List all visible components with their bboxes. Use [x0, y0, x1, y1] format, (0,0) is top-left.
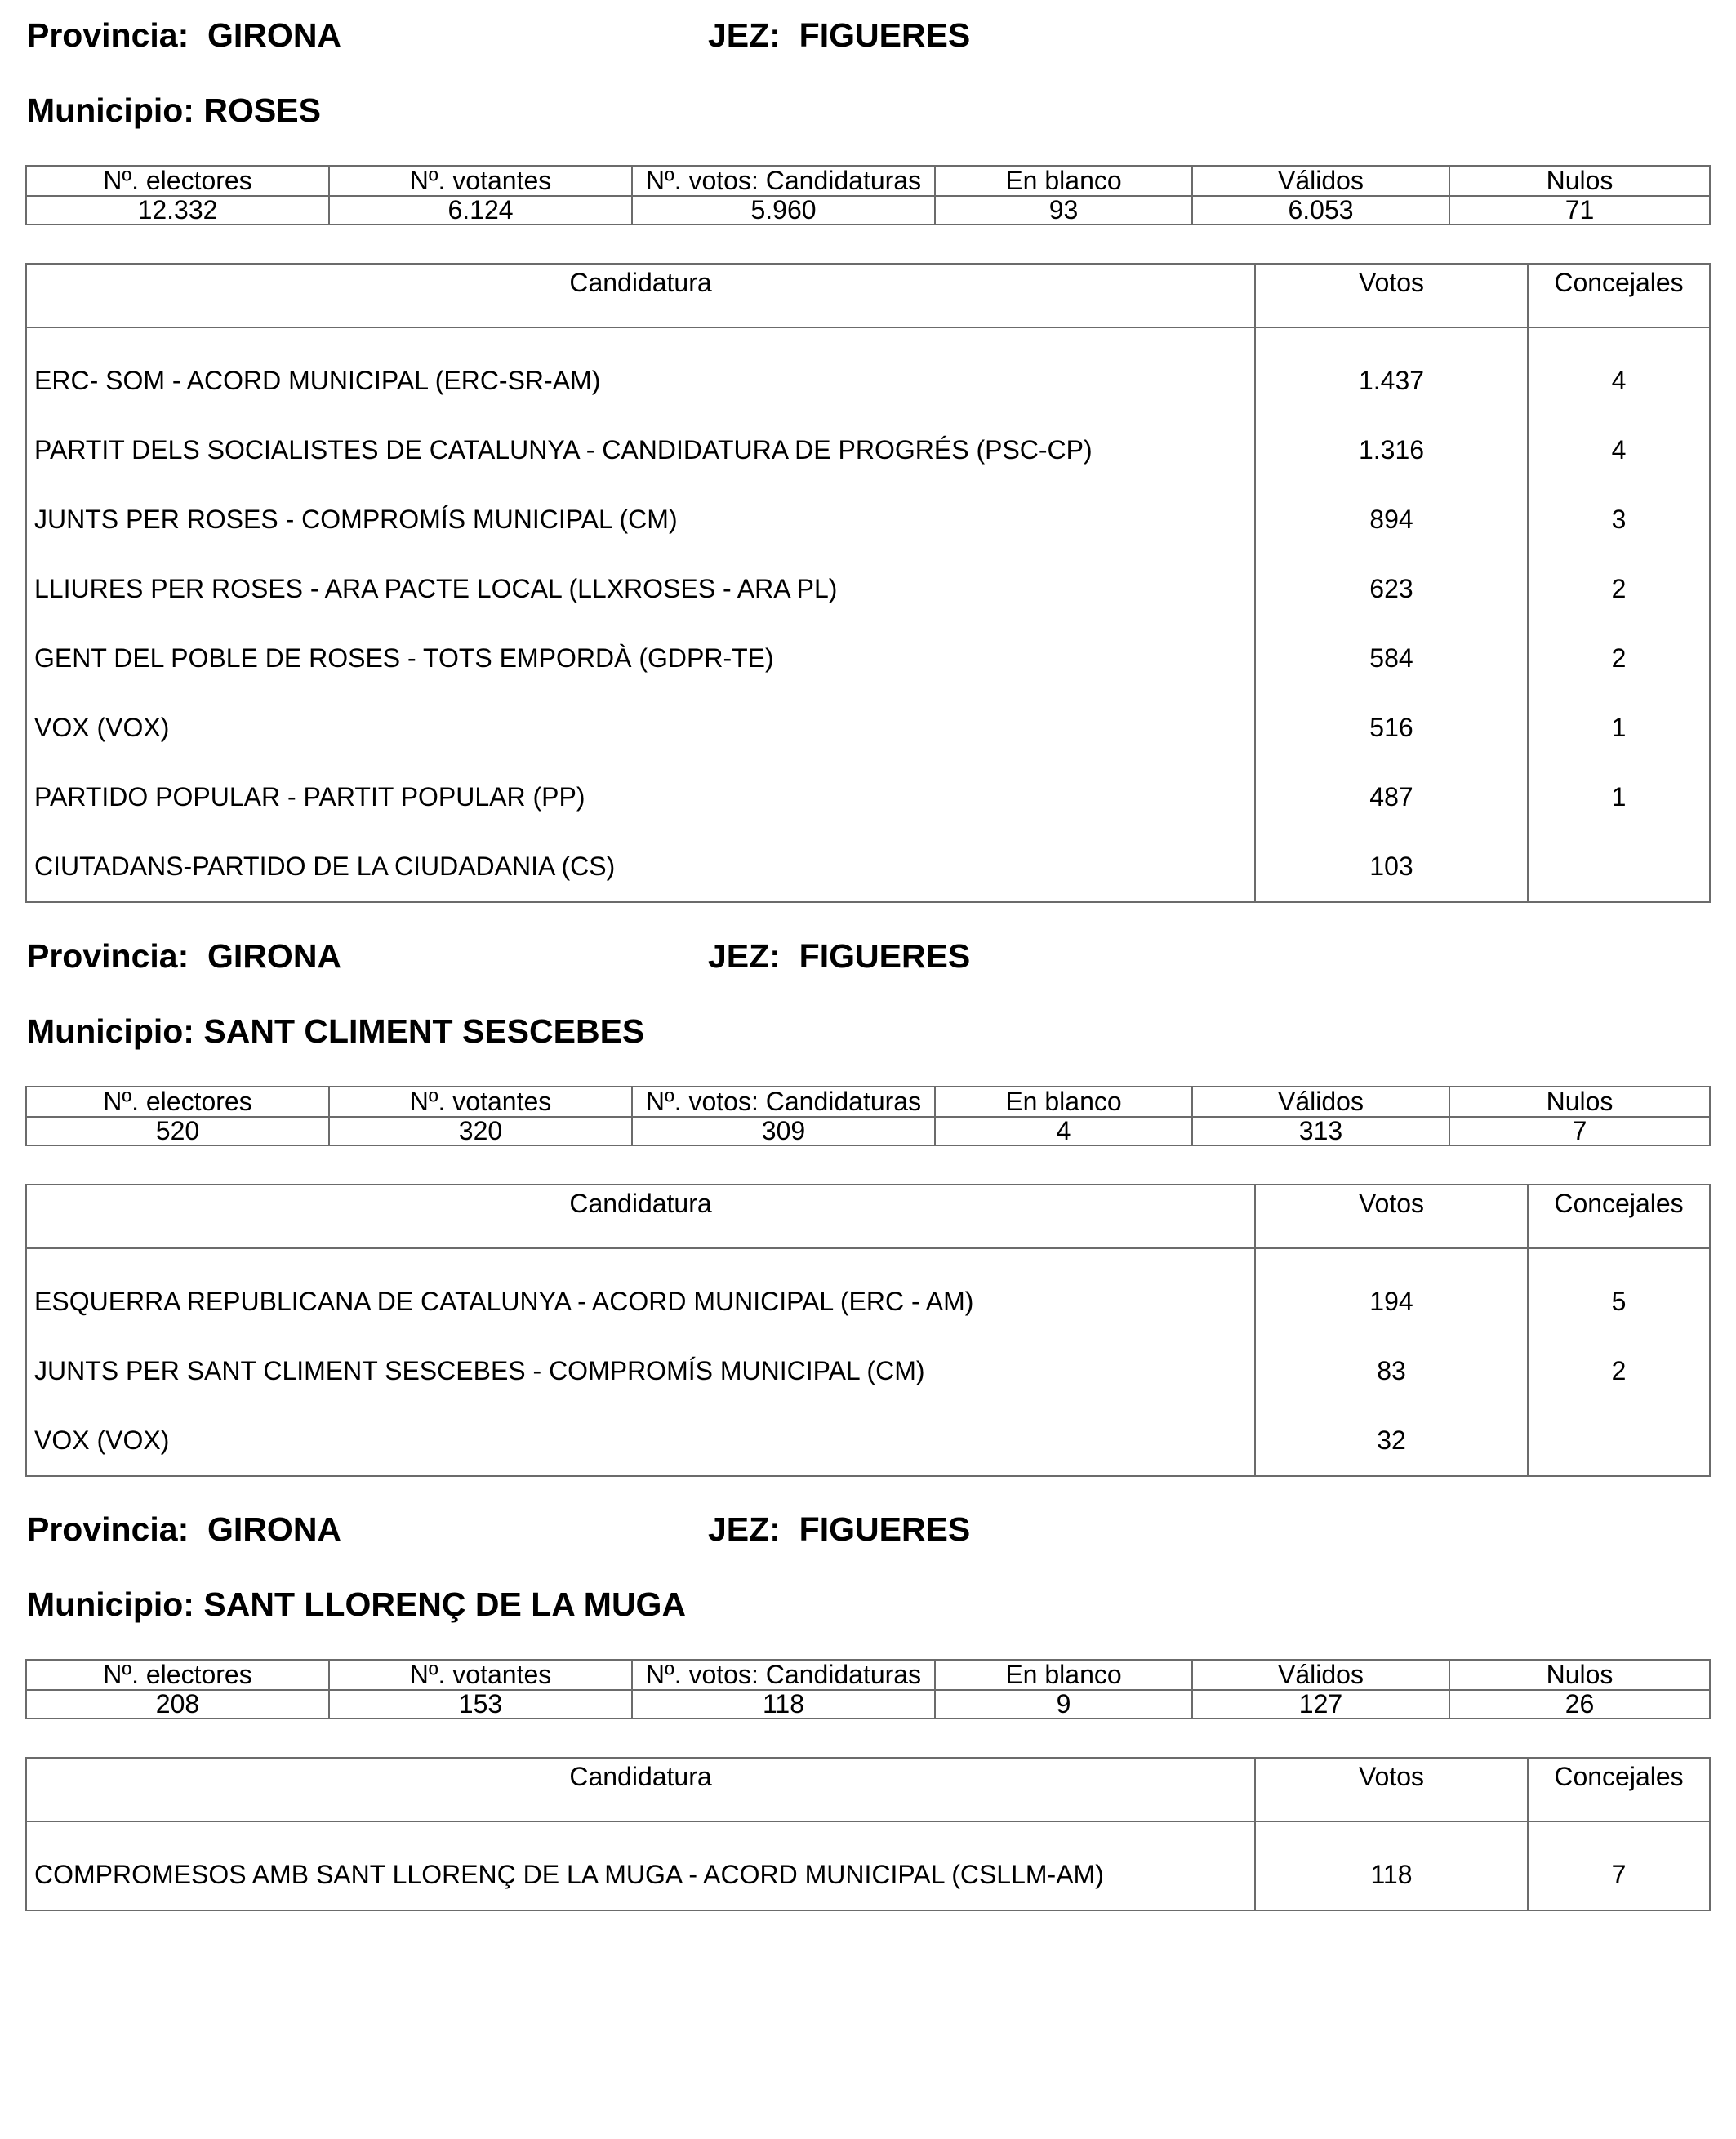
candidates-header-row — [26, 1185, 1710, 1248]
header-votos-candidaturas: Nº. votos: Candidaturas — [632, 1087, 935, 1117]
value-validos: 313 — [1192, 1117, 1449, 1145]
header-concejales: Concejales — [1528, 1185, 1710, 1248]
provincia-value: GIRONA — [207, 16, 342, 54]
candidates-table — [25, 1757, 1711, 1911]
spacer-row — [26, 1248, 1710, 1267]
header-votos-candidaturas: Nº. votos: Candidaturas — [632, 166, 935, 196]
header-electores: Nº. electores — [26, 1660, 329, 1690]
provincia-label: Provincia: — [27, 1510, 189, 1548]
header-electores: Nº. electores — [26, 1087, 329, 1117]
candidate-seats: 1 — [1528, 763, 1710, 832]
header-en-blanco: En blanco — [935, 1087, 1192, 1117]
header-validos: Válidos — [1192, 1087, 1449, 1117]
candidate-seats: 2 — [1528, 1336, 1710, 1406]
candidate-seats: 7 — [1528, 1840, 1710, 1910]
spacer-row — [26, 327, 1710, 346]
value-votantes: 320 — [329, 1117, 632, 1145]
location-header — [25, 921, 1709, 998]
candidates-header-row — [26, 264, 1710, 327]
location-header — [25, 1494, 1709, 1571]
header-votantes: Nº. votantes — [329, 1660, 632, 1690]
summary-header-row — [26, 1087, 1710, 1117]
header-nulos: Nulos — [1449, 166, 1710, 196]
municipality-block-sant-climent-sescebes — [25, 921, 1709, 1477]
location-header — [25, 0, 1709, 77]
candidate-votes: 103 — [1255, 832, 1528, 902]
candidate-name: CIUTADANS-PARTIDO DE LA CIUDADANIA (CS) — [26, 832, 1255, 902]
summary-table — [25, 1659, 1711, 1719]
municipio-line — [25, 998, 1709, 1086]
header-candidatura: Candidatura — [26, 264, 1255, 327]
candidate-seats — [1528, 1406, 1710, 1476]
candidate-row — [26, 416, 1710, 485]
value-votos-candidaturas: 5.960 — [632, 196, 935, 225]
provincia-label: Provincia: — [27, 937, 189, 975]
value-nulos: 7 — [1449, 1117, 1710, 1145]
candidates-header-row — [26, 1758, 1710, 1821]
municipio-value: SANT CLIMENT SESCEBES — [203, 1012, 645, 1050]
candidate-row — [26, 485, 1710, 554]
candidate-votes: 1.316 — [1255, 416, 1528, 485]
header-candidatura: Candidatura — [26, 1758, 1255, 1821]
candidate-votes: 487 — [1255, 763, 1528, 832]
header-validos: Válidos — [1192, 1660, 1449, 1690]
header-nulos: Nulos — [1449, 1087, 1710, 1117]
provincia-line — [27, 16, 341, 55]
candidate-name: LLIURES PER ROSES - ARA PACTE LOCAL (LLXROSES - ARA PL) — [26, 554, 1255, 624]
candidate-name: PARTIT DELS SOCIALISTES DE CATALUNYA - CANDIDATURA DE PROGRÉS (PSC-CP) — [26, 416, 1255, 485]
jez-label: JEZ: — [708, 16, 781, 54]
header-votantes: Nº. votantes — [329, 166, 632, 196]
summary-table — [25, 165, 1711, 225]
candidate-seats: 4 — [1528, 346, 1710, 416]
candidate-row — [26, 554, 1710, 624]
value-nulos: 71 — [1449, 196, 1710, 225]
jez-line — [708, 937, 970, 976]
candidate-votes: 194 — [1255, 1267, 1528, 1336]
candidate-name: JUNTS PER SANT CLIMENT SESCEBES - COMPROMÍS MUNICIPAL (CM) — [26, 1336, 1255, 1406]
municipio-line — [25, 1571, 1709, 1659]
candidate-row — [26, 1840, 1710, 1910]
value-validos: 6.053 — [1192, 196, 1449, 225]
value-electores: 12.332 — [26, 196, 329, 225]
header-electores: Nº. electores — [26, 166, 329, 196]
candidate-name: JUNTS PER ROSES - COMPROMÍS MUNICIPAL (CM) — [26, 485, 1255, 554]
summary-header-row — [26, 1660, 1710, 1690]
municipio-label: Municipio: — [27, 91, 194, 129]
value-nulos: 26 — [1449, 1690, 1710, 1719]
candidate-row — [26, 346, 1710, 416]
value-electores: 208 — [26, 1690, 329, 1719]
jez-label: JEZ: — [708, 1510, 781, 1548]
header-votantes: Nº. votantes — [329, 1087, 632, 1117]
candidate-name: ESQUERRA REPUBLICANA DE CATALUNYA - ACORD MUNICIPAL (ERC - AM) — [26, 1267, 1255, 1336]
candidate-name: GENT DEL POBLE DE ROSES - TOTS EMPORDÀ (GDPR-TE) — [26, 624, 1255, 693]
jez-value: FIGUERES — [799, 937, 971, 975]
municipio-label: Municipio: — [27, 1585, 194, 1623]
candidate-row — [26, 1267, 1710, 1336]
provincia-line — [27, 937, 341, 976]
candidate-votes: 32 — [1255, 1406, 1528, 1476]
value-validos: 127 — [1192, 1690, 1449, 1719]
municipio-value: ROSES — [203, 91, 321, 129]
summary-values-row — [26, 196, 1710, 225]
jez-label: JEZ: — [708, 937, 781, 975]
candidate-name: PARTIDO POPULAR - PARTIT POPULAR (PP) — [26, 763, 1255, 832]
header-votos: Votos — [1255, 1758, 1528, 1821]
candidate-row — [26, 1406, 1710, 1476]
candidate-seats: 5 — [1528, 1267, 1710, 1336]
jez-line — [708, 16, 970, 55]
municipio-value: SANT LLORENÇ DE LA MUGA — [203, 1585, 687, 1623]
summary-values-row — [26, 1690, 1710, 1719]
value-votantes: 153 — [329, 1690, 632, 1719]
candidate-seats: 3 — [1528, 485, 1710, 554]
provincia-value: GIRONA — [207, 937, 342, 975]
candidate-seats: 4 — [1528, 416, 1710, 485]
candidate-name: VOX (VOX) — [26, 1406, 1255, 1476]
municipality-block-sant-llorenc-de-la-muga — [25, 1494, 1709, 1911]
provincia-line — [27, 1510, 341, 1549]
candidate-seats: 1 — [1528, 693, 1710, 763]
municipality-block-roses — [25, 0, 1709, 903]
candidates-table — [25, 1184, 1711, 1477]
candidates-table — [25, 263, 1711, 903]
candidate-row — [26, 624, 1710, 693]
value-votos-candidaturas: 118 — [632, 1690, 935, 1719]
jez-line — [708, 1510, 970, 1549]
header-en-blanco: En blanco — [935, 1660, 1192, 1690]
candidate-row — [26, 1336, 1710, 1406]
summary-header-row — [26, 166, 1710, 196]
candidate-name: ERC- SOM - ACORD MUNICIPAL (ERC-SR-AM) — [26, 346, 1255, 416]
header-concejales: Concejales — [1528, 1758, 1710, 1821]
candidate-votes: 516 — [1255, 693, 1528, 763]
candidate-row — [26, 763, 1710, 832]
candidate-name: VOX (VOX) — [26, 693, 1255, 763]
candidate-votes: 623 — [1255, 554, 1528, 624]
header-nulos: Nulos — [1449, 1660, 1710, 1690]
jez-value: FIGUERES — [799, 1510, 971, 1548]
jez-value: FIGUERES — [799, 16, 971, 54]
provincia-value: GIRONA — [207, 1510, 342, 1548]
provincia-label: Provincia: — [27, 16, 189, 54]
header-votos: Votos — [1255, 264, 1528, 327]
municipio-line — [25, 77, 1709, 165]
header-votos: Votos — [1255, 1185, 1528, 1248]
candidate-row — [26, 693, 1710, 763]
value-electores: 520 — [26, 1117, 329, 1145]
value-votos-candidaturas: 309 — [632, 1117, 935, 1145]
candidate-seats — [1528, 832, 1710, 902]
header-concejales: Concejales — [1528, 264, 1710, 327]
value-votantes: 6.124 — [329, 196, 632, 225]
candidate-seats: 2 — [1528, 624, 1710, 693]
candidate-votes: 894 — [1255, 485, 1528, 554]
header-validos: Válidos — [1192, 166, 1449, 196]
candidate-votes: 118 — [1255, 1840, 1528, 1910]
candidate-votes: 1.437 — [1255, 346, 1528, 416]
candidate-votes: 584 — [1255, 624, 1528, 693]
candidate-seats: 2 — [1528, 554, 1710, 624]
spacer-row — [26, 1821, 1710, 1840]
value-en-blanco: 9 — [935, 1690, 1192, 1719]
header-candidatura: Candidatura — [26, 1185, 1255, 1248]
value-en-blanco: 4 — [935, 1117, 1192, 1145]
value-en-blanco: 93 — [935, 196, 1192, 225]
municipio-label: Municipio: — [27, 1012, 194, 1050]
header-votos-candidaturas: Nº. votos: Candidaturas — [632, 1660, 935, 1690]
candidate-name: COMPROMESOS AMB SANT LLORENÇ DE LA MUGA - ACORD MUNICIPAL (CSLLM-AM) — [26, 1840, 1255, 1910]
summary-values-row — [26, 1117, 1710, 1145]
header-en-blanco: En blanco — [935, 166, 1192, 196]
candidate-votes: 83 — [1255, 1336, 1528, 1406]
candidate-row — [26, 832, 1710, 902]
summary-table — [25, 1086, 1711, 1146]
